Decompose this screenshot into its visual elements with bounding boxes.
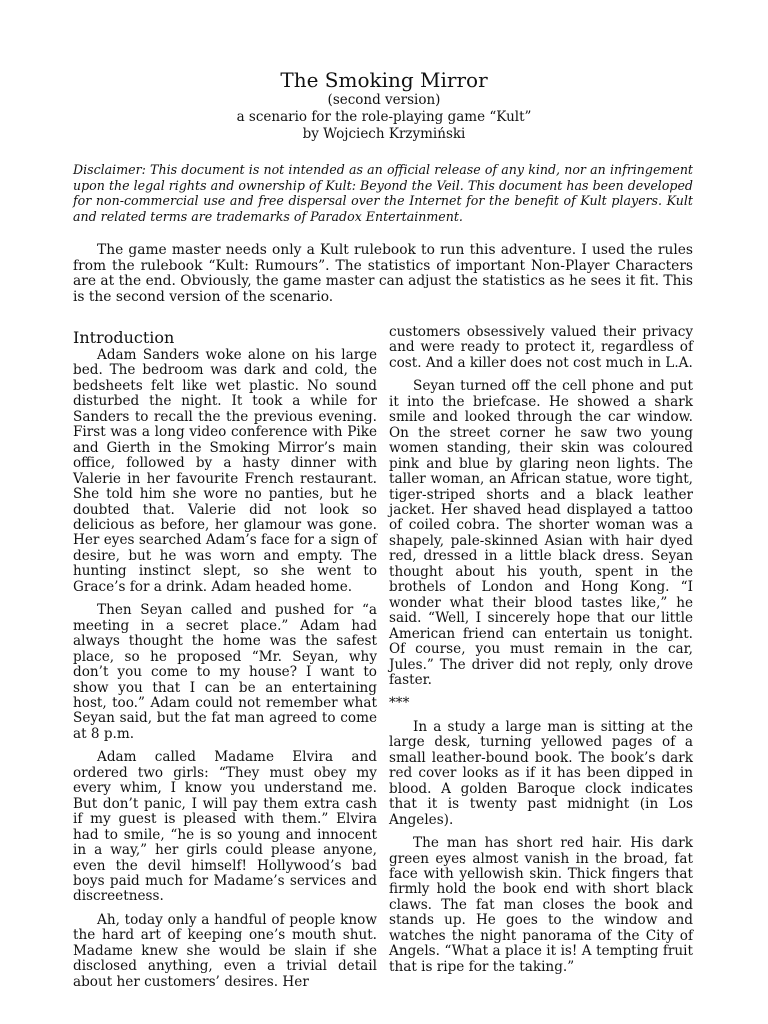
document-subtitle: a scenario for the role-playing game “Kult” [236,109,532,125]
body-paragraph: Then Seyan called and pushed for “a meeting in a secret place.” Adam had always thought the home was the safest place, so he proposed “Mr. Seyan, why don’t you come to my house? I want to show you that I can be an entertaining host, too.” Adam could not remember what Seyan said, but the fat man agreed to come at 8 p.m. [73,602,377,742]
title-block [0,68,768,143]
author-line: by Wojciech Krzymiński [302,126,466,142]
right-column [389,325,693,983]
version-note: (second version) [327,92,441,108]
body-paragraph: The man has short red hair. His dark green eyes almost vanish in the broad, fat face with yellowish skin. Thick fingers that firmly hold the book end with short black claws. The fat man closes the book and stands up. He goes to the window and watches the night panorama of the City of Angels. “What a place it is! A tempting fruit that is ripe for the taking.” [389,835,693,975]
body-paragraph: In a study a large man is sitting at the large desk, turning yellowed pages of a small leather-bound book. The book’s dark red cover looks as if it has been dipped in blood. A golden Baroque clock indicates that it is twenty past midnight (in Los Angeles). [389,718,693,828]
body-paragraph: Ah, today only a handful of people know the hard art of keeping one’s mouth shut. Madame knew she would be slain if she disclosed anything, even a trivial detail about her customers’ desires. Her [73,911,377,990]
scene-separator: *** [389,695,410,712]
left-column [73,325,377,998]
body-paragraph: Adam called Madame Elvira and ordered two girls: “They must obey my every whim, I know you understand me. But don’t panic, I will pay them extra cash if my guest is pleased with them.” Elvira had to smile, “he is so young and innocent in a way,” her girls could please anyone, even the devil himself! Hollywood’s bad boys paid much for Madame’s services and discreetness. [73,749,377,905]
intro-paragraph: The game master needs only a Kult rulebook to run this adventure. I used the rules from the rulebook “Kult: Rumours”. The statistics of important Non-Player Characters are at the end. Obviously, the game master can adjust the statistics as he sees it fit. This is the second version of the scenario. [73,242,693,306]
section-heading-introduction: Introduction [73,328,175,347]
body-paragraph: Adam Sanders woke alone on his large bed. The bedroom was dark and cold, the bedsheets felt like wet plastic. No sound disturbed the night. It took a while for Sanders to recall the the previous evening. First was a long video conference with Pike and Gierth in the Smoking Mirror’s main office, followed by a hasty dinner with Valerie in her favourite French restaurant. She told him she wore no panties, but he doubted that. Valerie did not look so delicious as before, her glamour was gone. Her eyes searched Adam’s face for a sign of desire, but he was worn and empty. The hunting instinct slept, so she went to Grace’s for a drink. Adam headed home. [73,347,377,595]
disclaimer: Disclaimer: This document is not intended as an official release of any kind, nor an infringement upon the legal rights and ownership of Kult: Beyond the Veil. This document has been developed for non-commercial use and free dispersal over the Internet for the benefit of Kult players. Kult and related terms are trademarks of Paradox Entertainment. [73,162,693,224]
document-title: The Smoking Mirror [280,68,488,92]
body-paragraph: Seyan turned off the cell phone and put it into the briefcase. He showed a shark smile and looked through the car window. On the street corner he saw two young women standing, their skin was coloured pink and blue by glaring neon lights. The taller woman, an African statue, wore tight, tiger-striped shorts and a black leather jacket. Her shaved head displayed a tattoo of coiled cobra. The shorter woman was a shapely, pale-skinned Asian with hair dyed red, dressed in a little black dress. Seyan thought about his youth, spent in the brothels of London and Hong Kong. “I wonder what their blood tastes like,” he said. “Well, I sincerely hope that our little American friend can entertain us tonight. Of course, you must remain in the car, Jules.” The driver did not reply, only drove faster. [389,378,693,688]
body-paragraph-continued: customers obsessively valued their privacy and were ready to protect it, regardless of cost. And a killer does not cost much in L.A. [389,324,693,371]
